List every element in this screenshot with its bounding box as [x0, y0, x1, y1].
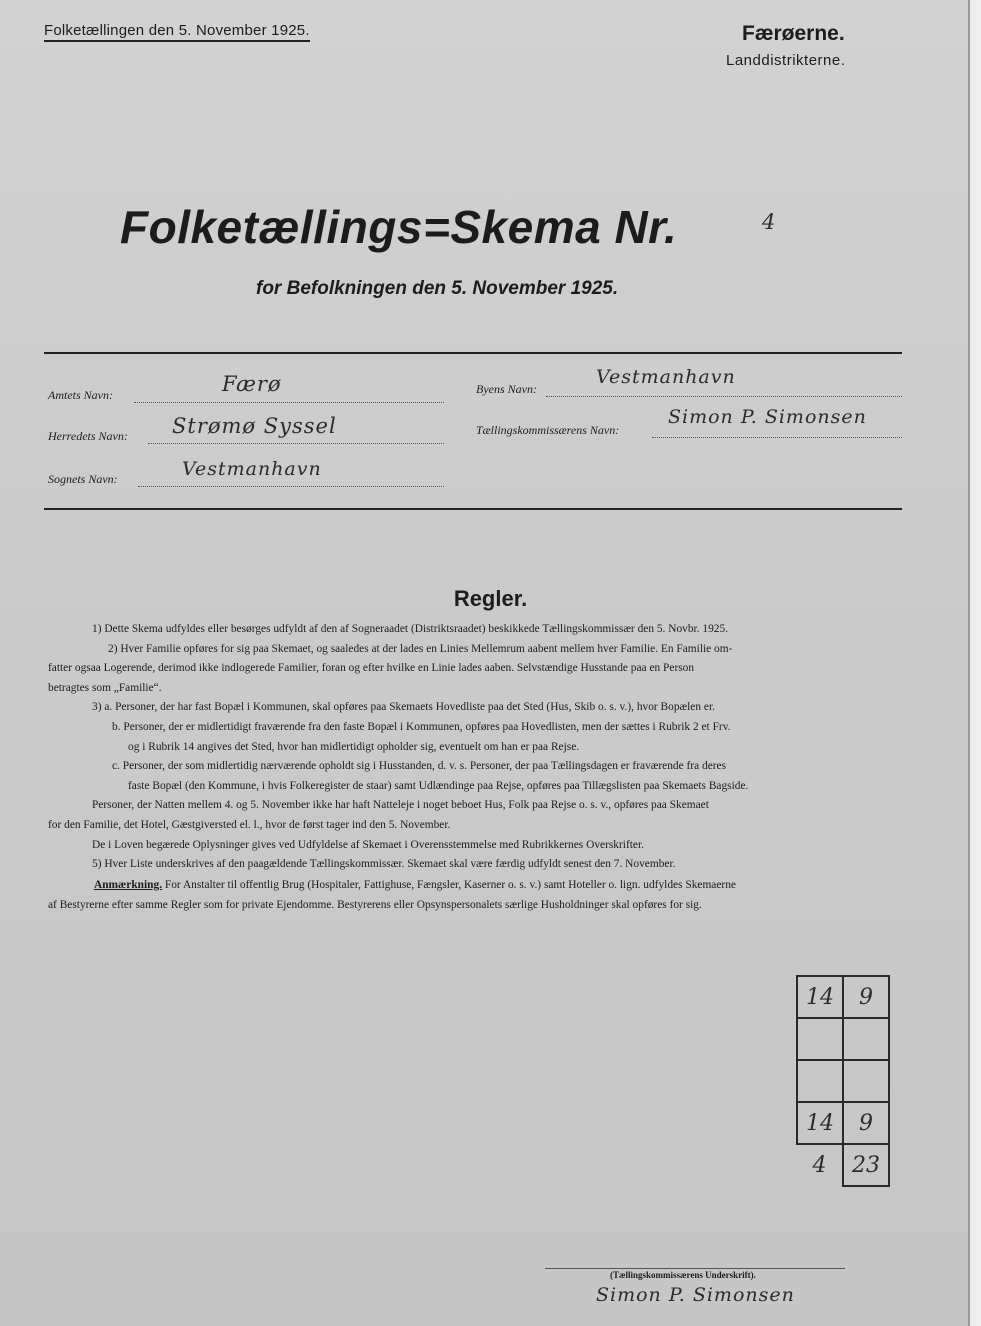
page-edge: [968, 0, 981, 1326]
sogn-line: [138, 486, 444, 487]
by-line: [546, 396, 902, 397]
rules-heading: Regler.: [453, 586, 528, 611]
tally-cell: 4: [812, 1153, 827, 1178]
rule-line: Personer, der Natten mellem 4. og 5. November ikke har haft Natteleje i noget beboet Hus, Folk paa Rejse o. s. v., opføres paa Skemaet: [92, 799, 709, 812]
signature-value: Simon P. Simonsen: [596, 1284, 795, 1306]
by-label: Byens Navn:: [476, 382, 537, 396]
signature-line: [545, 1268, 845, 1269]
form-number: 4: [762, 210, 777, 234]
tally-cell: [843, 1018, 889, 1060]
rule-line: faste Bopæl (den Kommune, i hvis Folkeregister de staar) samt Udlændinge paa Rejse, opføres paa Tillægslisten paa Skemaets Bagside.: [128, 779, 749, 792]
tally-cell: [843, 1060, 889, 1102]
signature-label: (Tællingskommissærens Underskrift).: [610, 1270, 756, 1280]
tally-cell: 14: [797, 1102, 843, 1144]
tally-cell: [797, 1060, 843, 1102]
note-block: [48, 876, 908, 915]
tally-row: [797, 976, 889, 1018]
tally-row: [797, 1144, 889, 1186]
tally-row: [797, 1060, 889, 1102]
rule-line: 5) Hver Liste underskrives af den paagældende Tællingskommissær. Skemaet skal være færdig udfyldt senest den 7. November.: [92, 858, 676, 871]
tally-cell: 14: [797, 976, 843, 1018]
herred-value: Strømø Syssel: [172, 414, 337, 438]
kommissaer-label: Tællingskommissærens Navn:: [476, 423, 620, 437]
form-subtitle: for Befolkningen den 5. November 1925.: [256, 278, 619, 299]
kommissaer-line: [652, 437, 902, 438]
rules-text: [48, 620, 908, 875]
by-value: Vestmanhavn: [596, 366, 736, 388]
rule-line: 1) Dette Skema udfyldes eller besørges udfyldt af den af Sogneraadet (Distriktsraadet) beskikkede Tællingskommissær den 5. Novbr. 1925.: [92, 623, 729, 635]
rule-line: og i Rubrik 14 angives det Sted, hvor han midlertidigt opholder sig, eventuelt om han er paa Rejse.: [128, 740, 580, 753]
rule-line: fatter ogsaa Logerende, derimod ikke indlogerede Familier, foran og efter hvilke en Linie lades aaben. Selvstændige Husstande paa en Person: [48, 662, 695, 675]
district-label: Landdistrikterne.: [726, 52, 846, 69]
rule-line: for den Familie, det Hotel, Gæstgiversted el. l., hvor de først tager ind den 5. November.: [48, 818, 451, 831]
rule-line: betragtes som „Familie“.: [48, 681, 162, 694]
rule-line: 3) a. Personer, der har fast Bopæl i Kommunen, skal opføres paa Skemaets Hovedliste paa det Sted (Hus, Skib o. s. v.), hvor Bopælen er.: [92, 701, 715, 714]
herred-line: [148, 443, 444, 444]
tally-row: [797, 1102, 889, 1144]
top-divider: [44, 352, 902, 354]
sogn-label: Sognets Navn:: [48, 472, 118, 486]
tally-cell: 9: [843, 976, 889, 1018]
kommissaer-value: Simon P. Simonsen: [668, 406, 867, 428]
rule-line: b. Personer, der er midlertidigt fraværende fra den faste Bopæl i Kommunen, opføres paa Hovedlisten, men der sættes i Rubrik 2 et Frv.: [112, 720, 731, 733]
tally-cell: 23: [843, 1144, 889, 1186]
region-label: Færøerne.: [742, 22, 845, 45]
tally-cell: 9: [843, 1102, 889, 1144]
amt-line: [134, 402, 444, 403]
note-line2: af Bestyrerne efter samme Regler som for private Ejendomme. Bestyrerens eller Opsynspersonalets særlige Husholdninger skal opføres for sig.: [48, 898, 702, 911]
note-label: Anmærkning.: [94, 879, 163, 891]
form-title: Folketællings=Skema Nr.: [120, 201, 678, 253]
herred-label: Herredets Navn:: [48, 429, 128, 443]
tally-cell: [797, 1018, 843, 1060]
amt-label: Amtets Navn:: [48, 388, 113, 402]
rule-line: De i Loven begærede Oplysninger gives ved Udfyldelse af Skemaet i Overensstemmelse med Rubrikkernes Overskrifter.: [92, 838, 644, 851]
note-line1: For Anstalter til offentlig Brug (Hospitaler, Fattighuse, Fængsler, Kaserner o. s. v.) samt Hoteller o. lign. udfyldes Skemaerne: [164, 879, 736, 891]
tally-table: [796, 975, 890, 1187]
fields-bottom-divider: [44, 508, 902, 510]
census-date-label: Folketællingen den 5. November 1925.: [44, 22, 310, 42]
amt-value: Færø: [222, 372, 282, 396]
rule-line: 2) Hver Familie opføres for sig paa Skemaet, og saaledes at der lades en Linies Mellemrum aabent mellem hver Familie. En Familie om-: [108, 642, 733, 655]
rule-line: c. Personer, der som midlertidig nærværende opholdt sig i Husstanden, d. v. s. Personer, der paa Tællingsdagen er fraværende fra deres: [112, 760, 727, 773]
tally-row: [797, 1018, 889, 1060]
sogn-value: Vestmanhavn: [182, 458, 322, 480]
